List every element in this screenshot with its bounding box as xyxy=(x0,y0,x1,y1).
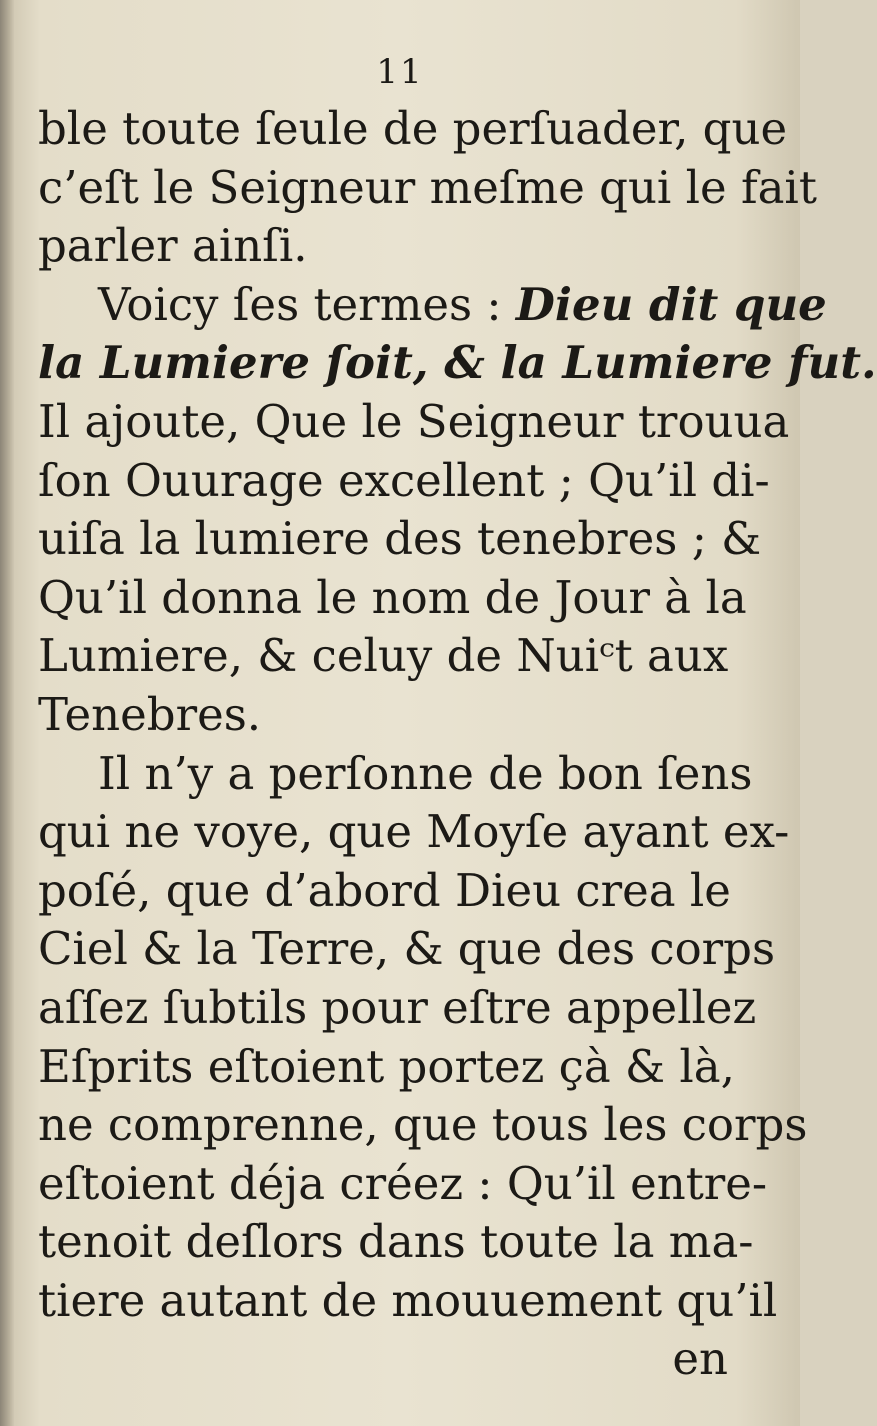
text-line: qui ne voye, que Moyſe ayant ex- xyxy=(38,805,790,859)
text-line: ble toute ſeule de perſuader, que xyxy=(38,102,788,155)
text-line: Il ajoute, Que le Seigneur trouua xyxy=(38,394,790,448)
text-line: Voicy ſes termes : Dieu dit que xyxy=(98,277,827,331)
text-line: Qu’il donna le nom de Jour à la xyxy=(38,570,747,624)
text-line: Ciel & la Terre, & que des corps xyxy=(38,922,776,976)
catchword: en xyxy=(672,1332,728,1386)
text-line: Lumiere, & celuy de Nuiᶜt aux xyxy=(38,629,729,683)
text-line: aſſez ſubtils pour eſtre appellez xyxy=(38,980,757,1034)
page-spine-edge xyxy=(0,0,14,1426)
text-line: uiſa la lumiere des tenebres ; & xyxy=(38,512,762,566)
text-line: ne comprenne, que tous les corps xyxy=(38,1098,808,1152)
text-line: Tenebres. xyxy=(38,687,262,741)
text-line: la Lumiere ſoit, & la Lumiere fut. xyxy=(38,336,877,390)
page-number: 11 xyxy=(376,52,424,92)
text-line: tenoit deſlors dans toute la ma- xyxy=(38,1215,754,1269)
text-line: parler ainſi. xyxy=(38,219,308,273)
page-text xyxy=(38,100,877,1389)
text-line: Eſprits eſtoient portez çà & là, xyxy=(38,1039,735,1093)
text-line: c’eſt le Seigneur meſme qui le fait xyxy=(38,160,817,214)
text-line: poſé, que d’abord Dieu crea le xyxy=(38,863,731,917)
text-line: eſtoient déja créez : Qu’il entre- xyxy=(38,1156,768,1210)
text-line: ſon Ouurage excellent ; Qu’il di- xyxy=(38,453,770,507)
text-line: Il n’y a perſonne de bon ſens xyxy=(98,746,753,800)
text-line: tiere autant de mouuement qu’il xyxy=(38,1273,778,1327)
